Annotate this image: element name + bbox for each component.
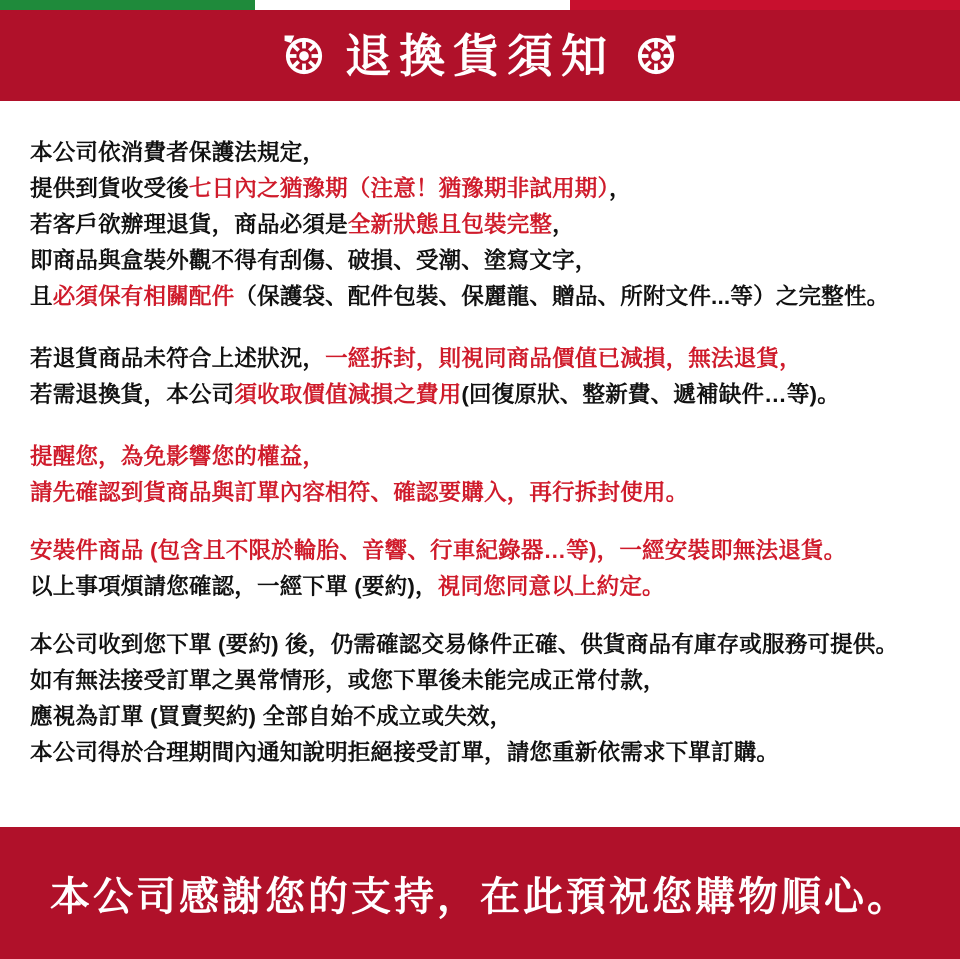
policy-text: 且 <box>30 284 53 309</box>
header-banner <box>0 10 960 101</box>
strip-segment-green <box>0 0 255 10</box>
footer-banner <box>0 827 960 959</box>
paragraph-spacer <box>30 605 930 627</box>
policy-text: ， <box>608 176 632 201</box>
policy-line <box>30 533 930 569</box>
policy-text-emphasis: 必須保有相關配件 <box>52 284 235 309</box>
policy-text-emphasis: 全新狀態且包裝完整 <box>347 212 553 237</box>
policy-text: 提供到貨收受後 <box>30 176 189 201</box>
policy-text: 若客戶欲辦理退貨，商品必須是 <box>30 212 348 237</box>
policy-text: 以上事項煩請您確認，一經下單 (要約)， <box>30 574 438 599</box>
policy-text: 本公司依消費者保護法規定， <box>30 140 326 165</box>
policy-line <box>30 279 930 315</box>
policy-line <box>30 377 930 413</box>
top-color-strip <box>0 0 960 10</box>
policy-text: ， <box>552 212 575 237</box>
paragraph-spacer <box>30 315 930 341</box>
policy-text: 應視為訂單 (買賣契約) 全部自始不成立或失效， <box>30 704 513 729</box>
policy-text-emphasis: 視同您同意以上約定。 <box>437 574 665 599</box>
policy-text: 如有無法接受訂單之異常情形，或您下單後未能完成正常付款， <box>30 668 666 693</box>
strip-segment-white <box>255 0 570 10</box>
policy-text-emphasis: 提醒您，為免影響您的權益， <box>30 444 326 469</box>
policy-body <box>0 101 960 811</box>
policy-line <box>30 135 930 171</box>
policy-text: 本公司得於合理期間內通知說明拒絕接受訂單，請您重新依需求下單訂購。 <box>30 740 780 765</box>
policy-text-emphasis: 請先確認到貨商品與訂單內容相符、確認要購入，再行拆封使用。 <box>30 480 689 505</box>
policy-paragraph <box>30 135 930 315</box>
policy-text: (回復原狀、整新費、遞補缺件…等)。 <box>461 382 840 407</box>
policy-line <box>30 475 930 511</box>
policy-paragraph <box>30 533 930 605</box>
policy-text-emphasis: 一經拆封，則視同商品價值已減損，無法退貨， <box>325 346 802 371</box>
policy-line <box>30 735 930 771</box>
policy-line <box>30 439 930 475</box>
strip-segment-red <box>570 0 960 10</box>
policy-line <box>30 171 930 207</box>
wheel-icon <box>629 29 683 83</box>
policy-text: 若退貨商品未符合上述狀況， <box>30 346 326 371</box>
policy-text: （保護袋、配件包裝、保麗龍、贈品、所附文件...等）之完整性。 <box>234 284 890 309</box>
policy-text-emphasis: 安裝件商品 (包含且不限於輪胎、音響、行車紀錄器…等)，一經安裝即無法退貨。 <box>30 538 847 563</box>
policy-paragraph <box>30 341 930 413</box>
policy-line <box>30 569 930 605</box>
paragraph-spacer <box>30 511 930 533</box>
footer-message: 本公司感謝您的支持，在此預祝您購物順心。 <box>50 874 910 919</box>
policy-text: 本公司收到您下單 (要約) 後，仍需確認交易條件正確、供貨商品有庫存或服務可提供。 <box>30 632 899 657</box>
policy-line <box>30 207 930 243</box>
wheel-icon <box>277 29 331 83</box>
policy-paragraph <box>30 439 930 511</box>
policy-line <box>30 627 930 663</box>
policy-line <box>30 341 930 377</box>
policy-text-emphasis: 七日內之猶豫期（注意！猶豫期非試用期） <box>188 176 609 201</box>
policy-line <box>30 663 930 699</box>
policy-line <box>30 243 930 279</box>
policy-line <box>30 699 930 735</box>
policy-text-emphasis: 須收取價值減損之費用 <box>234 382 462 407</box>
policy-paragraph <box>30 627 930 771</box>
page-title: 退換貨須知 <box>345 29 615 82</box>
policy-text: 即商品與盒裝外觀不得有刮傷、破損、受潮、塗寫文字， <box>30 248 598 273</box>
paragraph-spacer <box>30 413 930 439</box>
policy-text: 若需退換貨，本公司 <box>30 382 235 407</box>
